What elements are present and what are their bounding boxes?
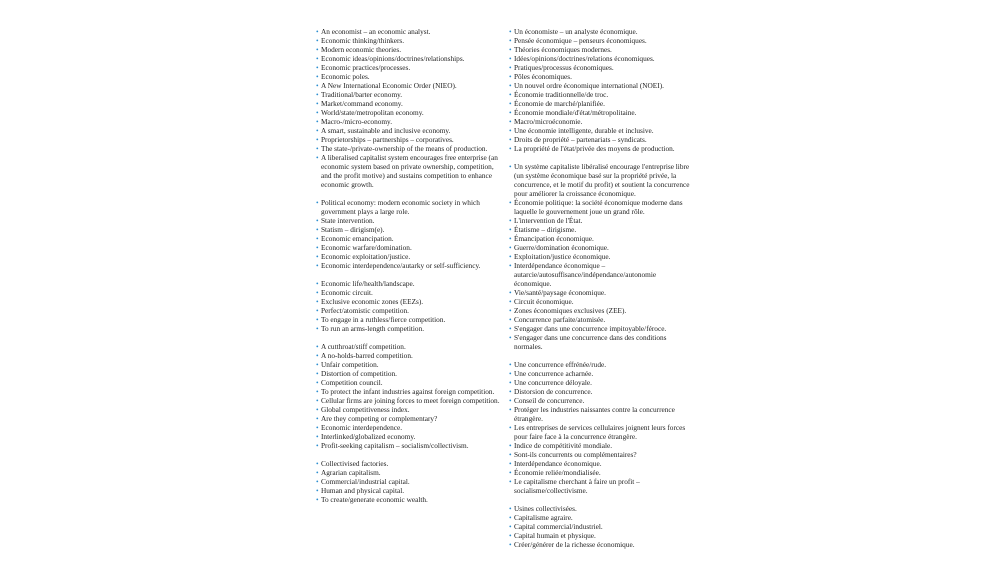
list-item bbox=[509, 441, 695, 450]
bullet-icon: • bbox=[509, 405, 512, 414]
list-item bbox=[509, 306, 695, 315]
list-item-text: S'engager dans une concurrence dans des conditions normales. bbox=[514, 333, 667, 351]
list-item bbox=[509, 117, 695, 126]
list-item-text: Économie traditionnelle/de troc. bbox=[514, 90, 609, 99]
bullet-icon: • bbox=[316, 306, 319, 315]
list-item bbox=[316, 54, 502, 63]
list-item bbox=[316, 216, 502, 225]
list-item-text: Économie de marché/planifiée. bbox=[514, 99, 605, 108]
list-item-text: Human and physical capital. bbox=[321, 486, 405, 495]
bullet-icon: • bbox=[509, 252, 512, 261]
list-item bbox=[509, 243, 695, 252]
bullet-icon: • bbox=[316, 477, 319, 486]
list-item bbox=[509, 261, 695, 288]
bullet-icon: • bbox=[509, 378, 512, 387]
list-item-text: L'intervention de l'État. bbox=[514, 216, 583, 225]
list-item-text: Economic exploitation/justice. bbox=[321, 252, 411, 261]
list-item-text: Exclusive economic zones (EEZs). bbox=[321, 297, 424, 306]
list-item-text: Perfect/atomistic competition. bbox=[321, 306, 409, 315]
list-item-text: To engage in a ruthless/fierce competition. bbox=[321, 315, 446, 324]
list-item-text: Economic life/health/landscape. bbox=[321, 279, 415, 288]
list-item-text: Émancipation économique. bbox=[514, 234, 594, 243]
list-item bbox=[509, 378, 695, 387]
bullet-icon: • bbox=[316, 117, 319, 126]
list-item bbox=[316, 36, 502, 45]
list-item-text: Économie politique: la société économique moderne dans laquelle le gouvernement joue un grand rôle. bbox=[514, 198, 683, 216]
list-item-text: Capital humain et physique. bbox=[514, 531, 596, 540]
list-item-text: Modern economic theories. bbox=[321, 45, 402, 54]
bullet-icon: • bbox=[509, 36, 512, 45]
bullet-icon: • bbox=[509, 198, 512, 207]
list-item-text: Global competitiveness index. bbox=[321, 405, 410, 414]
bullet-icon: • bbox=[316, 198, 319, 207]
list-item-text: Économie reliée/mondialisée. bbox=[514, 468, 601, 477]
list-item-text: A no-holds-barred competition. bbox=[321, 351, 413, 360]
list-item-text: To run an arms-length competition. bbox=[321, 324, 425, 333]
list-item bbox=[316, 432, 502, 441]
list-item bbox=[316, 477, 502, 486]
list-item bbox=[316, 459, 502, 468]
list-item-text: Concurrence parfaite/atomisée. bbox=[514, 315, 606, 324]
bullet-icon: • bbox=[509, 27, 512, 36]
bullet-icon: • bbox=[509, 513, 512, 522]
bullet-icon: • bbox=[509, 243, 512, 252]
list-item bbox=[509, 99, 695, 108]
list-item-text: Economic emancipation. bbox=[321, 234, 394, 243]
list-item bbox=[509, 216, 695, 225]
list-item bbox=[509, 468, 695, 477]
list-item bbox=[316, 225, 502, 234]
bullet-icon: • bbox=[509, 63, 512, 72]
list-item bbox=[316, 234, 502, 243]
list-item-text: Créer/générer de la richesse économique. bbox=[514, 540, 635, 549]
list-item-text: Economic circuit. bbox=[321, 288, 373, 297]
list-item bbox=[509, 477, 695, 495]
list-item-text: Macro-/micro-economy. bbox=[321, 117, 393, 126]
list-item bbox=[509, 90, 695, 99]
bullet-icon: • bbox=[509, 216, 512, 225]
bullet-icon: • bbox=[509, 504, 512, 513]
list-item bbox=[316, 396, 502, 405]
list-item-text: Are they competing or complementary? bbox=[321, 414, 438, 423]
list-item bbox=[316, 243, 502, 252]
bullet-icon: • bbox=[316, 81, 319, 90]
bullet-icon: • bbox=[316, 360, 319, 369]
list-item bbox=[509, 126, 695, 135]
bullet-icon: • bbox=[316, 432, 319, 441]
list-item-text: Interdépendance économique. bbox=[514, 459, 602, 468]
list-item bbox=[509, 459, 695, 468]
bullet-icon: • bbox=[509, 360, 512, 369]
bullet-icon: • bbox=[509, 315, 512, 324]
list-item-text: Economic poles. bbox=[321, 72, 370, 81]
list-item-text: Economic ideas/opinions/doctrines/relationships. bbox=[321, 54, 465, 63]
list-item-text: Un économiste – un analyste économique. bbox=[514, 27, 638, 36]
bullet-icon: • bbox=[316, 423, 319, 432]
list-item-text: Capital commercial/industriel. bbox=[514, 522, 603, 531]
list-item bbox=[509, 225, 695, 234]
bullet-icon: • bbox=[316, 414, 319, 423]
list-item-text: Commercial/industrial capital. bbox=[321, 477, 410, 486]
list-item-text: Théories économiques modernes. bbox=[514, 45, 612, 54]
list-item-text: Exploitation/justice économique. bbox=[514, 252, 611, 261]
list-item-text: Capitalisme agraire. bbox=[514, 513, 573, 522]
bullet-icon: • bbox=[316, 486, 319, 495]
bullet-icon: • bbox=[316, 153, 319, 162]
bullet-icon: • bbox=[509, 54, 512, 63]
list-item-text: Droits de propriété – partenariats – syndicats. bbox=[514, 135, 647, 144]
bullet-icon: • bbox=[509, 396, 512, 405]
list-item bbox=[509, 450, 695, 459]
bullet-icon: • bbox=[316, 351, 319, 360]
list-item-text: Sont-ils concurrents ou complémentaires? bbox=[514, 450, 637, 459]
bullet-icon: • bbox=[509, 135, 512, 144]
list-item bbox=[316, 135, 502, 144]
list-item bbox=[316, 306, 502, 315]
list-item bbox=[509, 252, 695, 261]
list-item-text: Unfair competition. bbox=[321, 360, 379, 369]
list-item bbox=[316, 405, 502, 414]
list-item bbox=[509, 522, 695, 531]
list-item-text: S'engager dans une concurrence impitoyable/féroce. bbox=[514, 324, 667, 333]
bullet-icon: • bbox=[316, 396, 319, 405]
list-item bbox=[509, 531, 695, 540]
english-column bbox=[316, 27, 502, 504]
list-item bbox=[316, 387, 502, 396]
list-item bbox=[509, 54, 695, 63]
list-item-text: Economic interdependence/autarky or self-sufficiency. bbox=[321, 261, 481, 270]
bullet-icon: • bbox=[316, 261, 319, 270]
list-item-text: Political economy: modern economic society in which government plays a large role. bbox=[321, 198, 480, 216]
bullet-icon: • bbox=[316, 387, 319, 396]
bullet-icon: • bbox=[509, 90, 512, 99]
list-item bbox=[509, 315, 695, 324]
list-item-text: The state-/private-ownership of the means of production. bbox=[321, 144, 488, 153]
list-item bbox=[316, 117, 502, 126]
list-item bbox=[316, 324, 502, 333]
list-item-text: Usines collectivisées. bbox=[514, 504, 577, 513]
list-item bbox=[316, 81, 502, 90]
bullet-icon: • bbox=[509, 522, 512, 531]
list-item-text: Protéger les industries naissantes contre la concurrence étrangère. bbox=[514, 405, 675, 423]
list-item bbox=[316, 252, 502, 261]
list-item bbox=[509, 360, 695, 369]
list-item-text: Cellular firms are joining forces to meet foreign competition. bbox=[321, 396, 500, 405]
list-item bbox=[509, 108, 695, 117]
list-item bbox=[509, 324, 695, 333]
bullet-icon: • bbox=[316, 72, 319, 81]
list-item bbox=[509, 423, 695, 441]
list-item-text: To create/generate economic wealth. bbox=[321, 495, 428, 504]
list-item-text: A cutthroat/stiff competition. bbox=[321, 342, 406, 351]
bullet-icon: • bbox=[316, 378, 319, 387]
list-item-text: Economic warfare/domination. bbox=[321, 243, 412, 252]
list-item bbox=[509, 72, 695, 81]
list-item bbox=[316, 369, 502, 378]
bullet-icon: • bbox=[509, 387, 512, 396]
list-item-text: Zones économiques exclusives (ZEE). bbox=[514, 306, 627, 315]
list-item-text: Pratiques/processus économiques. bbox=[514, 63, 614, 72]
list-item-text: Interdépendance économique – autarcie/autosuffisance/indépendance/autonomie économique. bbox=[514, 261, 657, 288]
bullet-icon: • bbox=[509, 459, 512, 468]
list-item-text: Économie mondiale/d'état/métropolitaine. bbox=[514, 108, 637, 117]
list-item bbox=[316, 468, 502, 477]
bullet-icon: • bbox=[316, 369, 319, 378]
bullet-icon: • bbox=[509, 531, 512, 540]
bullet-icon: • bbox=[316, 144, 319, 153]
bullet-icon: • bbox=[316, 27, 319, 36]
bullet-icon: • bbox=[316, 324, 319, 333]
bullet-icon: • bbox=[509, 126, 512, 135]
list-item bbox=[316, 360, 502, 369]
bullet-icon: • bbox=[509, 423, 512, 432]
list-item bbox=[509, 63, 695, 72]
bullet-icon: • bbox=[509, 477, 512, 486]
list-item bbox=[316, 288, 502, 297]
list-item-text: Une concurrence déloyale. bbox=[514, 378, 592, 387]
bullet-icon: • bbox=[316, 54, 319, 63]
list-item bbox=[509, 288, 695, 297]
list-item bbox=[316, 27, 502, 36]
list-item bbox=[316, 423, 502, 432]
list-item-text: Macro/microéconomie. bbox=[514, 117, 583, 126]
list-item bbox=[316, 441, 502, 450]
list-item-text: La propriété de l'état/privée des moyens de production. bbox=[514, 144, 675, 153]
list-item-text: Un système capitaliste libéralisé encourage l'entreprise libre (un système économique basé sur la propriété privée, la concurrence, et le motif du profit) et soutient la concurrence pour améliorer la croissance économique. bbox=[514, 162, 690, 198]
list-item-text: Economic thinking/thinkers. bbox=[321, 36, 405, 45]
bullet-icon: • bbox=[316, 279, 319, 288]
list-item-text: Les entreprises de services cellulaires joignent leurs forces pour faire face à la concurrence étrangère. bbox=[514, 423, 686, 441]
list-item bbox=[509, 297, 695, 306]
bullet-icon: • bbox=[509, 441, 512, 450]
list-item-text: A New International Economic Order (NIEO). bbox=[321, 81, 457, 90]
list-item-text: Competition council. bbox=[321, 378, 383, 387]
bullet-icon: • bbox=[509, 45, 512, 54]
list-item-text: Pôles économiques. bbox=[514, 72, 572, 81]
list-item bbox=[316, 315, 502, 324]
bullet-icon: • bbox=[316, 315, 319, 324]
list-item-text: World/state/metropolitan economy. bbox=[321, 108, 424, 117]
list-item bbox=[509, 162, 695, 198]
bullet-icon: • bbox=[316, 90, 319, 99]
list-item-text: Circuit économique. bbox=[514, 297, 574, 306]
list-item bbox=[509, 135, 695, 144]
list-item-text: To protect the infant industries against foreign competition. bbox=[321, 387, 495, 396]
bullet-icon: • bbox=[316, 495, 319, 504]
list-item-text: Conseil de concurrence. bbox=[514, 396, 585, 405]
bullet-icon: • bbox=[509, 288, 512, 297]
bullet-icon: • bbox=[509, 72, 512, 81]
list-item-text: A liberalised capitalist system encourages free enterprise (an economic system based on private ownership, competition, and the profit motive) and sustains competition to enhance economic growth. bbox=[321, 153, 498, 189]
list-item-text: Proprietorships – partnerships – corporatives. bbox=[321, 135, 454, 144]
bullet-icon: • bbox=[509, 333, 512, 342]
list-item-text: Market/command economy. bbox=[321, 99, 403, 108]
list-item bbox=[509, 144, 695, 153]
list-item-text: Étatisme – dirigisme. bbox=[514, 225, 577, 234]
list-item-text: Profit-seeking capitalism – socialism/collectivism. bbox=[321, 441, 469, 450]
bullet-icon: • bbox=[509, 117, 512, 126]
list-item-text: An economist – an economic analyst. bbox=[321, 27, 431, 36]
list-item bbox=[509, 27, 695, 36]
bullet-icon: • bbox=[509, 108, 512, 117]
list-item bbox=[316, 153, 502, 189]
list-item-text: Economic practices/processes. bbox=[321, 63, 411, 72]
bullet-icon: • bbox=[316, 135, 319, 144]
bullet-icon: • bbox=[316, 405, 319, 414]
list-item bbox=[509, 81, 695, 90]
list-item-text: Pensée économique – penseurs économiques. bbox=[514, 36, 647, 45]
list-item bbox=[316, 486, 502, 495]
list-item bbox=[316, 72, 502, 81]
list-item bbox=[316, 279, 502, 288]
bullet-icon: • bbox=[316, 468, 319, 477]
bullet-icon: • bbox=[509, 306, 512, 315]
list-item bbox=[509, 369, 695, 378]
bullet-icon: • bbox=[316, 252, 319, 261]
list-item bbox=[509, 405, 695, 423]
bullet-icon: • bbox=[316, 243, 319, 252]
list-item-text: Une concurrence effrénée/rude. bbox=[514, 360, 607, 369]
list-item-text: Agrarian capitalism. bbox=[321, 468, 381, 477]
list-item bbox=[316, 45, 502, 54]
bullet-icon: • bbox=[316, 297, 319, 306]
bullet-icon: • bbox=[316, 459, 319, 468]
list-item-text: Distorsion de concurrence. bbox=[514, 387, 593, 396]
list-item bbox=[509, 513, 695, 522]
list-item bbox=[509, 387, 695, 396]
list-item-text: Traditional/barter economy. bbox=[321, 90, 403, 99]
bullet-icon: • bbox=[316, 63, 319, 72]
list-item-text: Idées/opinions/doctrines/relations économiques. bbox=[514, 54, 655, 63]
list-item bbox=[509, 396, 695, 405]
bullet-icon: • bbox=[316, 45, 319, 54]
list-item bbox=[316, 63, 502, 72]
bullet-icon: • bbox=[316, 225, 319, 234]
list-item bbox=[509, 333, 695, 351]
list-item bbox=[316, 99, 502, 108]
list-item-text: Interlinked/globalized economy. bbox=[321, 432, 416, 441]
list-item bbox=[316, 144, 502, 153]
list-item bbox=[316, 126, 502, 135]
list-item-text: Une économie intelligente, durable et inclusive. bbox=[514, 126, 654, 135]
bullet-icon: • bbox=[509, 162, 512, 171]
list-item bbox=[316, 342, 502, 351]
bullet-icon: • bbox=[316, 126, 319, 135]
list-item-text: Vie/santé/paysage économique. bbox=[514, 288, 606, 297]
bullet-icon: • bbox=[509, 324, 512, 333]
list-item bbox=[316, 90, 502, 99]
list-item bbox=[316, 414, 502, 423]
bullet-icon: • bbox=[509, 81, 512, 90]
list-item bbox=[316, 198, 502, 216]
list-item bbox=[316, 495, 502, 504]
list-item-text: Statism – dirigism(e). bbox=[321, 225, 385, 234]
bullet-icon: • bbox=[509, 369, 512, 378]
list-item-text: State intervention. bbox=[321, 216, 375, 225]
bullet-icon: • bbox=[509, 144, 512, 153]
bullet-icon: • bbox=[509, 234, 512, 243]
list-item bbox=[509, 234, 695, 243]
bullet-icon: • bbox=[316, 108, 319, 117]
list-item bbox=[316, 108, 502, 117]
bullet-icon: • bbox=[509, 99, 512, 108]
list-item bbox=[509, 45, 695, 54]
list-item-text: Un nouvel ordre économique international (NOEI). bbox=[514, 81, 664, 90]
french-column bbox=[509, 27, 695, 549]
list-item bbox=[316, 378, 502, 387]
bullet-icon: • bbox=[509, 468, 512, 477]
list-item bbox=[316, 261, 502, 270]
bullet-icon: • bbox=[316, 36, 319, 45]
list-item bbox=[316, 297, 502, 306]
bullet-icon: • bbox=[316, 99, 319, 108]
list-item-text: Le capitalisme cherchant à faire un profit – socialisme/collectivisme. bbox=[514, 477, 640, 495]
list-item-text: Collectivised factories. bbox=[321, 459, 389, 468]
list-item-text: A smart, sustainable and inclusive economy. bbox=[321, 126, 451, 135]
bullet-icon: • bbox=[316, 288, 319, 297]
list-item bbox=[509, 504, 695, 513]
list-item bbox=[509, 198, 695, 216]
bullet-icon: • bbox=[509, 261, 512, 270]
list-item-text: Guerre/domination économique. bbox=[514, 243, 609, 252]
list-item-text: Distortion of competition. bbox=[321, 369, 398, 378]
list-item bbox=[509, 540, 695, 549]
list-item-text: Indice de compétitivité mondiale. bbox=[514, 441, 613, 450]
bullet-icon: • bbox=[316, 216, 319, 225]
bullet-icon: • bbox=[509, 450, 512, 459]
bullet-icon: • bbox=[316, 342, 319, 351]
bullet-icon: • bbox=[316, 441, 319, 450]
bullet-icon: • bbox=[509, 297, 512, 306]
list-item bbox=[316, 351, 502, 360]
list-item bbox=[509, 36, 695, 45]
list-item-text: Une concurrence acharnée. bbox=[514, 369, 594, 378]
bullet-icon: • bbox=[509, 225, 512, 234]
bullet-icon: • bbox=[316, 234, 319, 243]
list-item-text: Economic interdependence. bbox=[321, 423, 403, 432]
bullet-icon: • bbox=[509, 540, 512, 549]
